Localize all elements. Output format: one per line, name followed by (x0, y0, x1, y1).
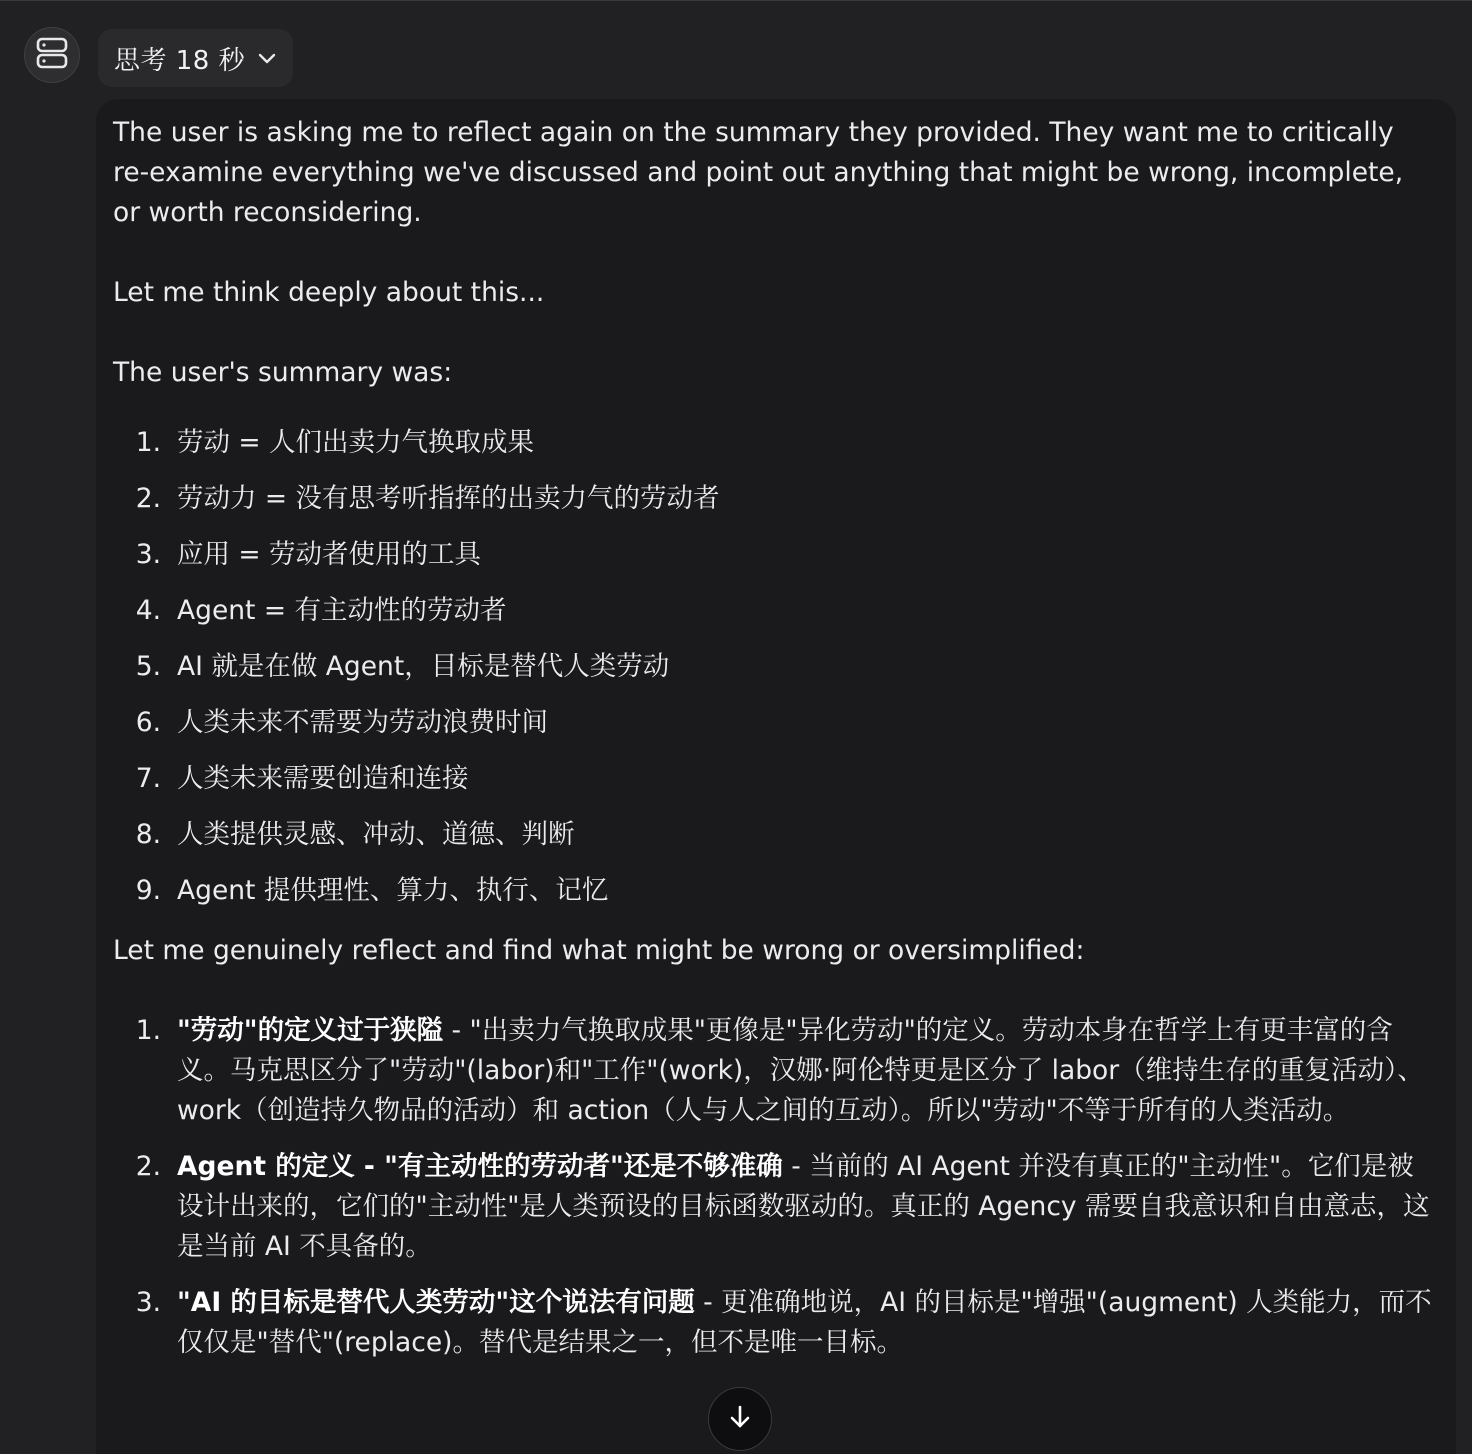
list-item: 1. "劳动"的定义过于狭隘 - "出卖力气换取成果"更像是"异化劳动"的定义。劳动本身在哲学上有更丰富的含义。马克思区分了"劳动"(labor)和"工作"(work)，汉娜·阿伦特更是区分了 labor（维持生存的重复活动）、work（创造持久物品的活动）和 action（人与人之间的互动）。所以"劳动"不等于所有的人类活动。 (135, 1015, 1424, 1126)
summary-list (113, 415, 1438, 919)
list-item: 1. 劳动 = 人们出卖力气换取成果 (135, 427, 535, 458)
list-item: 5. AI 就是在做 Agent，目标是替代人类劳动 (135, 651, 670, 682)
list-item: 7. 人类未来需要创造和连接 (135, 763, 469, 794)
scroll-to-bottom-button[interactable] (708, 1387, 772, 1451)
list-item: 2. Agent 的定义 - "有主动性的劳动者"还是不够准确 - 当前的 AI Agent 并没有真正的"主动性"。它们是被设计出来的，它们的"主动性"是人类预设的目标函数驱动的。真正的 Agency 需要自我意识和自由意志，这是当前 AI 不具备的。 (135, 1151, 1430, 1262)
think-paragraph: Let me think deeply about this... (113, 277, 545, 308)
reflect-lead: Let me genuinely reflect and find what might be wrong or oversimplified: (113, 935, 1085, 966)
thinking-toggle-button[interactable] (98, 29, 293, 87)
intro-paragraph: The user is asking me to reflect again on the summary they provided. They want me to critically re-examine everything we've discussed and point out anything that might be wrong, incomplete, or worth reconsidering. (113, 117, 1404, 228)
list-item: 3. "AI 的目标是替代人类劳动"这个说法有问题 - 更准确地说，AI 的目标是"增强"(augment) 人类能力，而不仅仅是"替代"(replace)。替代是结果之一，但不是唯一目标。 (135, 1287, 1432, 1358)
summary-lead: The user's summary was: (113, 357, 453, 388)
list-item: 2. 劳动力 = 没有思考听指挥的出卖力气的劳动者 (135, 483, 720, 514)
list-item: 6. 人类未来不需要为劳动浪费时间 (135, 707, 548, 738)
chevron-down-icon (257, 51, 277, 65)
list-item: 9. Agent 提供理性、算力、执行、记忆 (135, 875, 609, 906)
reflection-list (113, 1011, 1438, 1363)
list-item: 8. 人类提供灵感、冲动、道德、判断 (135, 819, 575, 850)
server-stack-icon (35, 36, 69, 74)
list-item: 4. Agent = 有主动性的劳动者 (135, 595, 507, 626)
list-item: 3. 应用 = 劳动者使用的工具 (135, 539, 482, 570)
assistant-avatar (24, 27, 80, 83)
arrow-down-icon (728, 1404, 752, 1434)
thinking-content-panel (96, 99, 1456, 1454)
thinking-duration-label: 思考 18 秒 (114, 45, 246, 76)
